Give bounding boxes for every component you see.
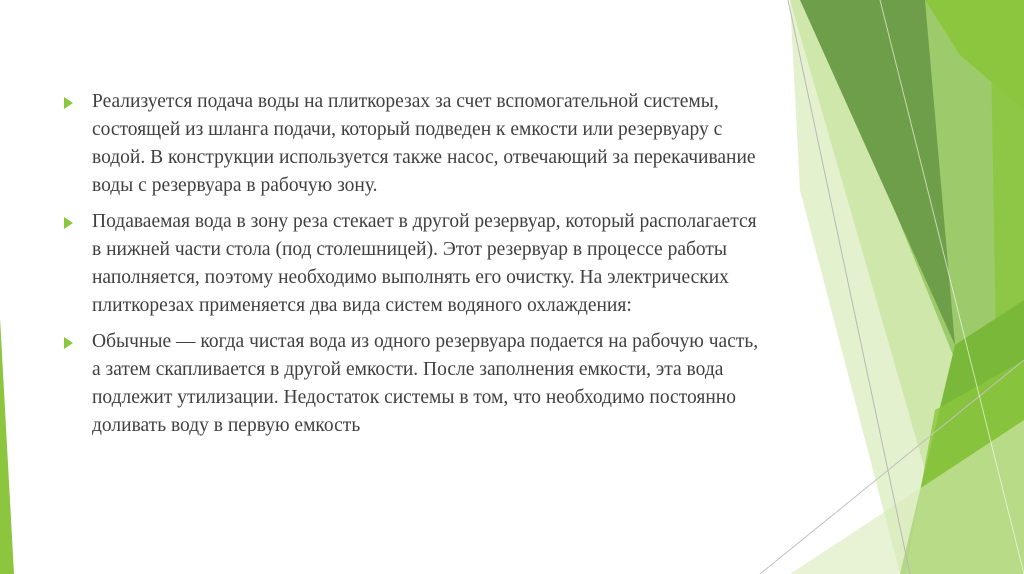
left-accent-shape bbox=[0, 318, 14, 574]
bullet-list bbox=[64, 88, 764, 448]
bullet-item bbox=[64, 208, 764, 320]
bullet-item bbox=[64, 328, 764, 440]
bullet-arrow-icon bbox=[64, 97, 73, 109]
bullet-text: Обычные — когда чистая вода из одного резервуара подается на рабочую часть, а затем скапливается в другой емкости. После заполнения емкости, эта вода подлежит утилизации. Недостаток системы в том, что необходимо постоянно доливать воду в первую емкость bbox=[92, 331, 759, 436]
bullet-item bbox=[64, 88, 764, 200]
bullet-arrow-icon bbox=[64, 337, 73, 349]
bullet-text: Реализуется подача воды на плиткорезах за счет вспомогательной системы, состоящей из шланга подачи, который подведен к емкости или резервуару с водой. В конструкции используется также насос, отвечающий за перекачивание воды с резервуара в рабочую зону. bbox=[92, 91, 756, 196]
bullet-text: Подаваемая вода в зону реза стекает в другой резервуар, который располагается в нижней части стола (под столешницей). Этот резервуар в процессе работы наполняется, поэтому необходимо выполнять его очистку. На электрических плиткорезах применяется два вида систем водяного охлаждения: bbox=[92, 211, 757, 316]
bullet-arrow-icon bbox=[64, 217, 73, 229]
